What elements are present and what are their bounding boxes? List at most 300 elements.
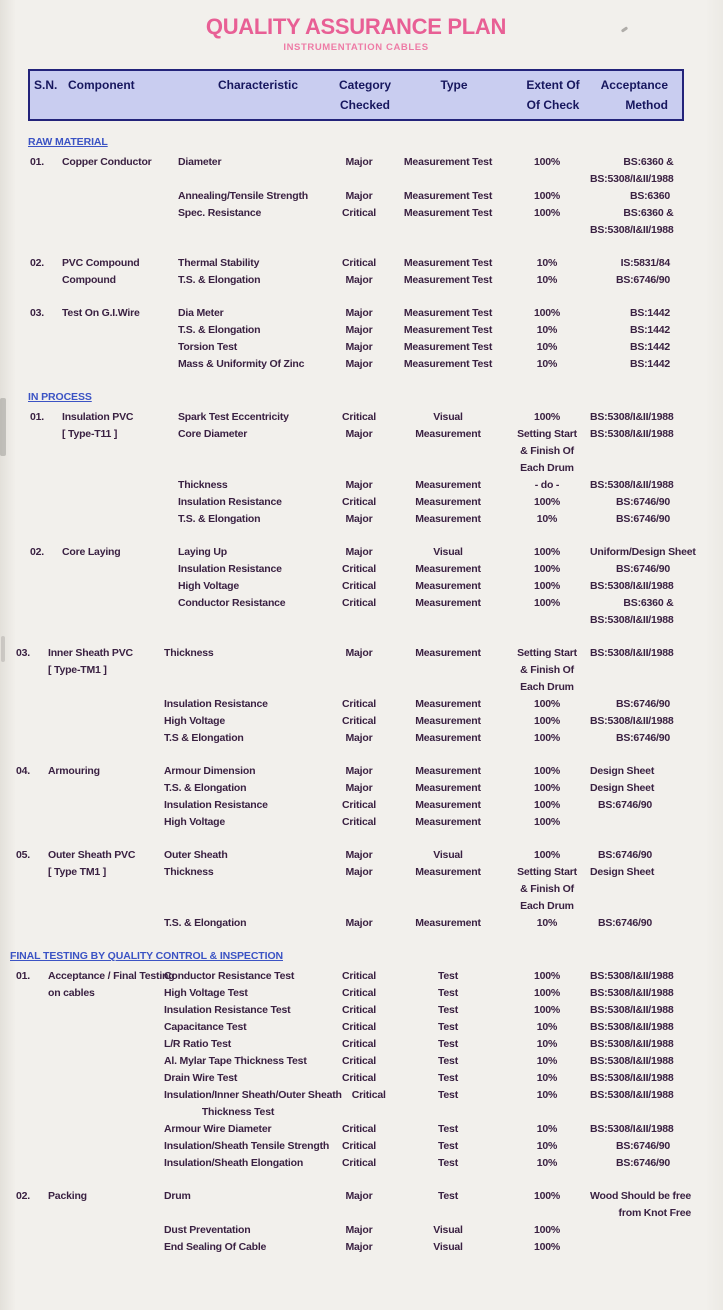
table-row (28, 780, 684, 797)
cell-type (392, 272, 504, 289)
cell-sn (14, 814, 48, 831)
cell-line: Packing (48, 1190, 87, 1202)
cell-line: T.S. & Elongation (178, 274, 261, 286)
cell-line: Measurement (415, 428, 481, 440)
cell-line: Major (345, 1241, 373, 1253)
cell-line: Critical (342, 698, 376, 710)
cell-line: Drum (164, 1190, 191, 1202)
cell-acceptance (590, 1002, 688, 1019)
cell-extent (504, 205, 590, 239)
cell-extent (504, 730, 590, 747)
header-category: Category (338, 78, 391, 92)
cell-acceptance (590, 255, 684, 272)
cell-extent (504, 426, 590, 477)
cell-line: Test (437, 1140, 458, 1152)
cell-line: Insulation/Sheath Elongation (164, 1157, 304, 1169)
cell-category (326, 1138, 392, 1155)
table-group (16, 645, 684, 747)
cell-category (326, 847, 392, 864)
table-row (28, 730, 684, 747)
cell-line: Test (437, 1089, 458, 1101)
cell-line: End Sealing Of Cable (164, 1241, 267, 1253)
cell-line: Major (345, 324, 373, 336)
cell-category: Critical (351, 1089, 386, 1101)
header-extent-line2: Of Check (526, 98, 580, 112)
cell-type (392, 814, 504, 831)
cell-extent (504, 696, 590, 713)
cell-line: BS:5308/I&II/1988 (590, 987, 674, 999)
cell-line: 01. (30, 156, 44, 168)
cell-category (326, 797, 392, 814)
cell-component (62, 356, 178, 373)
cell-component (48, 1019, 164, 1036)
cell-line: Measurement (415, 496, 481, 508)
cell-acceptance (590, 814, 684, 831)
cell-line: Major (345, 866, 373, 878)
cell-line: Measurement Test (403, 207, 493, 219)
cell-acceptance (590, 1070, 688, 1087)
cell-line: Critical (342, 1140, 376, 1152)
cell-type (392, 864, 504, 915)
cell-sn (14, 696, 48, 713)
cell-category (326, 696, 392, 713)
cell-line: Measurement (415, 563, 481, 575)
cell-characteristic (178, 477, 326, 494)
cell-type (392, 1138, 504, 1155)
cell-line: 100% (533, 765, 561, 777)
table-body (10, 134, 696, 1256)
cell-sn (14, 847, 48, 864)
cell-acceptance (590, 1036, 688, 1053)
cell-line: 01. (16, 970, 30, 982)
cell-category (326, 544, 392, 561)
cell-line: 100% (533, 496, 561, 508)
cell-line: BS:5308/I&II/1988 (590, 970, 674, 982)
cell-line: T.S. & Elongation (164, 782, 247, 794)
cell-type (392, 1070, 504, 1087)
section-title: FINAL TESTING BY QUALITY CONTROL & INSPECTION (10, 950, 283, 962)
table-row (28, 1222, 684, 1239)
cell-sn (14, 1087, 48, 1121)
cell-line: 100% (533, 307, 561, 319)
cell-line: High Voltage (164, 715, 225, 727)
table-row (28, 356, 684, 373)
cell-characteristic (178, 578, 326, 595)
cell-line: Measurement (415, 866, 481, 878)
cell-sn (14, 1036, 48, 1053)
cell-type (392, 1053, 504, 1070)
cell-line: Critical (342, 970, 376, 982)
cell-component (62, 154, 178, 188)
cell-line: Major (345, 513, 373, 525)
cell-line: 10% (536, 917, 558, 929)
cell-sn (28, 188, 62, 205)
cell-line: Major (345, 782, 373, 794)
cell-sn (28, 255, 62, 272)
cell-acceptance (590, 730, 684, 747)
cell-line: 100% (533, 782, 561, 794)
header-acceptance-line2: Method (625, 98, 668, 112)
cell-line: 01. (30, 411, 44, 423)
cell-sn (28, 578, 62, 595)
cell-line: 100% (533, 816, 561, 828)
cell-line: Test (437, 1038, 458, 1050)
table-row (28, 814, 684, 831)
cell-characteristic (178, 356, 326, 373)
cell-characteristic (164, 713, 312, 730)
table-group (16, 968, 684, 1172)
table-header-row-1 (34, 75, 674, 95)
cell-line: Armour Dimension (164, 765, 256, 777)
table-row (28, 477, 684, 494)
cell-line: Conductor Resistance (178, 597, 286, 609)
cell-line: 10% (536, 1089, 558, 1101)
cell-sn (28, 511, 62, 528)
cell-line: 100% (533, 411, 561, 423)
cell-acceptance (590, 477, 688, 494)
cell-sn (28, 595, 62, 629)
cell-category (326, 511, 392, 528)
cell-sn (28, 426, 62, 477)
cell-component (62, 305, 178, 322)
cell-acceptance (590, 985, 688, 1002)
cell-line (164, 1087, 386, 1104)
table-row (28, 595, 684, 629)
cell-line: Measurement (415, 698, 481, 710)
cell-sn (14, 1053, 48, 1070)
cell-component (62, 322, 178, 339)
cell-line: Measurement (415, 647, 481, 659)
cell-characteristic (164, 814, 312, 831)
cell-sn (28, 205, 62, 239)
cell-line: Measurement Test (403, 257, 493, 269)
cell-line: & Finish Of (520, 883, 574, 895)
cell-line: Each Drum (520, 900, 574, 912)
cell-acceptance (590, 409, 688, 426)
cell-type (392, 968, 504, 985)
cell-type (392, 188, 504, 205)
header-sn: S.N. (34, 78, 58, 92)
cell-sn (14, 1002, 48, 1019)
cell-line: Compound (62, 274, 116, 286)
cell-line: Critical (342, 580, 376, 592)
cell-component (48, 1239, 164, 1256)
cell-component (62, 205, 178, 239)
table-row (28, 1036, 684, 1053)
cell-line: Spec. Resistance (178, 207, 262, 219)
cell-category (326, 1036, 392, 1053)
cell-category (326, 561, 392, 578)
cell-line: Major (345, 274, 373, 286)
cell-line: 100% (533, 1224, 561, 1236)
header-spacer (34, 95, 68, 115)
cell-line: Major (345, 358, 373, 370)
cell-line: Critical (342, 1021, 376, 1033)
cell-component (62, 426, 178, 477)
cell-sn (14, 864, 48, 915)
table-group (28, 544, 696, 629)
cell-line: BS:5308/I&II/1988 (590, 1072, 674, 1084)
cell-acceptance (590, 713, 688, 730)
cell-line: T.S. & Elongation (164, 917, 247, 929)
cell-category (326, 915, 392, 932)
cell-acceptance (590, 1155, 684, 1172)
table-row (16, 645, 684, 696)
cell-sn (14, 968, 48, 985)
page-title: QUALITY ASSURANCE PLAN (205, 14, 507, 39)
table-row (28, 1070, 684, 1087)
cell-line: Al. Mylar Tape Thickness Test (164, 1055, 307, 1067)
cell-acceptance (590, 1138, 684, 1155)
cell-line: 04. (16, 765, 30, 777)
cell-line: Capacitance Test (164, 1021, 247, 1033)
cell-acceptance (590, 305, 684, 322)
cell-line: Major (345, 156, 373, 168)
cell-characteristic (164, 985, 312, 1002)
cell-line: Major (345, 917, 373, 929)
cell-component (62, 188, 178, 205)
cell-component (48, 1087, 164, 1121)
table-row (28, 985, 684, 1002)
cell-characteristic (164, 1002, 312, 1019)
cell-characteristic (164, 1188, 312, 1222)
cell-acceptance (590, 1053, 688, 1070)
cell-extent (504, 1087, 590, 1121)
cell-line: T.S. & Elongation (178, 324, 261, 336)
cell-line: Test (437, 1190, 458, 1202)
cell-acceptance (590, 322, 684, 339)
cell-component (48, 1138, 164, 1155)
cell-acceptance (590, 595, 688, 629)
cell-type (392, 255, 504, 272)
cell-component (48, 1188, 164, 1222)
cell-extent (504, 713, 590, 730)
table-row (28, 322, 684, 339)
cell-line: Copper Conductor (62, 156, 152, 168)
cell-line: Critical (342, 1123, 376, 1135)
cell-line: BS:6746/90 (615, 513, 670, 525)
table-row (28, 797, 684, 814)
cell-line: Measurement (415, 799, 481, 811)
cell-sn (14, 645, 48, 696)
cell-category (326, 864, 392, 915)
cell-line: 100% (533, 970, 561, 982)
cell-extent (504, 645, 590, 696)
cell-line: 10% (536, 358, 558, 370)
cell-category (326, 1222, 392, 1239)
section-title: IN PROCESS (28, 391, 92, 403)
cell-characteristic (164, 696, 312, 713)
cell-extent (504, 1188, 590, 1222)
cell-category (326, 1155, 392, 1172)
cell-line: Setting Start (517, 647, 577, 659)
cell-category (326, 814, 392, 831)
cell-line: BS:5308/I&II/1988 (590, 173, 674, 185)
cell-line: High Voltage (164, 816, 225, 828)
cell-line: Spark Test Eccentricity (178, 411, 289, 423)
cell-characteristic (164, 780, 312, 797)
cell-line: Mass & Uniformity Of Zinc (178, 358, 305, 370)
cell-line: BS:6746/90 (597, 849, 652, 861)
table-row (28, 255, 684, 272)
cell-characteristic (164, 1087, 386, 1121)
cell-line: Critical (342, 1072, 376, 1084)
cell-acceptance (590, 915, 684, 932)
cell-line: BS:5308/I&II/1988 (590, 224, 674, 236)
table-row (28, 1002, 684, 1019)
cell-component (48, 1155, 164, 1172)
cell-characteristic (164, 645, 312, 696)
cell-characteristic (178, 561, 326, 578)
cell-category (326, 494, 392, 511)
cell-extent (504, 780, 590, 797)
cell-extent (504, 1002, 590, 1019)
cell-sn (28, 154, 62, 188)
table-group (16, 1188, 692, 1256)
cell-type (392, 511, 504, 528)
table-row (28, 713, 684, 730)
table-row (28, 1121, 684, 1138)
cell-component (48, 1053, 164, 1070)
cell-sn (28, 272, 62, 289)
table-group (28, 154, 684, 239)
cell-line: Measurement Test (403, 307, 493, 319)
cell-line: Conductor Resistance Test (164, 970, 295, 982)
cell-line: 02. (30, 257, 44, 269)
cell-line: 100% (533, 1190, 561, 1202)
cell-type (392, 578, 504, 595)
cell-category (326, 1188, 392, 1222)
cell-line: 10% (536, 1038, 558, 1050)
cell-line: BS:6360 & (623, 156, 674, 168)
cell-type (392, 797, 504, 814)
cell-type (392, 322, 504, 339)
cell-characteristic (164, 1155, 312, 1172)
cell-line: Test (437, 1021, 458, 1033)
cell-category (326, 1070, 392, 1087)
cell-line: Design Sheet (590, 782, 655, 794)
cell-component (48, 730, 164, 747)
cell-sn (28, 544, 62, 561)
table-row (28, 1053, 684, 1070)
cell-extent (504, 985, 590, 1002)
cell-line: Insulation Resistance (178, 563, 282, 575)
cell-line: BS:6746/90 (615, 732, 670, 744)
cell-category (326, 595, 392, 629)
cell-characteristic (164, 730, 312, 747)
cell-line: BS:5308/I&II/1988 (590, 479, 674, 491)
cell-acceptance (590, 578, 688, 595)
cell-component (48, 985, 164, 1002)
cell-extent (504, 356, 590, 373)
cell-category (326, 426, 392, 477)
cell-component (48, 713, 164, 730)
cell-line: Thickness (164, 647, 214, 659)
cell-sn (14, 1019, 48, 1036)
cell-line: Measurement (415, 917, 481, 929)
cell-line: Design Sheet (590, 866, 655, 878)
cell-type (392, 696, 504, 713)
cell-line: Insulation Resistance Test (164, 1004, 291, 1016)
cell-sn (14, 1222, 48, 1239)
cell-type (392, 847, 504, 864)
cell-sn (28, 339, 62, 356)
cell-line: Measurement Test (403, 274, 493, 286)
cell-line: 10% (536, 257, 558, 269)
cell-line: Laying Up (178, 546, 227, 558)
cell-sn (28, 322, 62, 339)
header-type: Type (440, 78, 468, 92)
cell-line: Outer Sheath PVC (48, 849, 136, 861)
cell-component (62, 595, 178, 629)
table-row (28, 272, 684, 289)
cell-line: BS:5308/I&II/1988 (590, 715, 674, 727)
cell-line: 02. (30, 546, 44, 558)
table-row (28, 578, 684, 595)
header-spacer (68, 95, 184, 115)
cell-component (62, 409, 178, 426)
cell-acceptance (590, 763, 686, 780)
cell-extent (504, 188, 590, 205)
cell-extent (504, 255, 590, 272)
table-row (28, 188, 684, 205)
cell-characteristic (164, 847, 312, 864)
cell-extent (504, 1121, 590, 1138)
cell-line: 03. (16, 647, 30, 659)
cell-line: 10% (536, 1123, 558, 1135)
cell-type (392, 1155, 504, 1172)
cell-line: BS:1442 (629, 358, 670, 370)
cell-line: BS:5308/I&II/1988 (590, 614, 674, 626)
cell-acceptance (590, 847, 684, 864)
cell-line: from Knot Free (618, 1207, 692, 1219)
cell-component (62, 511, 178, 528)
cell-category (326, 409, 392, 426)
cell-characteristic (164, 763, 312, 780)
cell-line: Test (437, 1123, 458, 1135)
table-row (28, 561, 684, 578)
header-acceptance: Acceptance (600, 78, 668, 92)
cell-acceptance (590, 780, 686, 797)
cell-line: BS:6746/90 (615, 496, 670, 508)
cell-line: 100% (533, 156, 561, 168)
cell-extent (504, 1070, 590, 1087)
characteristic-text: Insulation/Inner Sheath/Outer Sheath (164, 1089, 342, 1101)
cell-category (326, 730, 392, 747)
cell-acceptance (590, 494, 684, 511)
cell-acceptance (590, 645, 688, 696)
cell-extent (504, 477, 590, 494)
cell-sn (14, 1138, 48, 1155)
cell-acceptance (590, 797, 684, 814)
cell-extent (504, 272, 590, 289)
cell-line: BS:6746/90 (615, 274, 670, 286)
table-row (28, 1138, 684, 1155)
cell-line: Insulation Resistance (164, 698, 268, 710)
cell-line: Critical (342, 207, 376, 219)
cell-line: Visual (433, 849, 463, 861)
cell-line: & Finish Of (520, 445, 574, 457)
cell-sn (14, 713, 48, 730)
cell-line: 10% (536, 341, 558, 353)
cell-line: Measurement (415, 732, 481, 744)
cell-line: 100% (533, 698, 561, 710)
section-title: RAW MATERIAL (28, 136, 108, 148)
cell-type (392, 1188, 504, 1222)
cell-line: Outer Sheath (164, 849, 228, 861)
cell-extent (504, 1019, 590, 1036)
table-group (16, 847, 684, 932)
